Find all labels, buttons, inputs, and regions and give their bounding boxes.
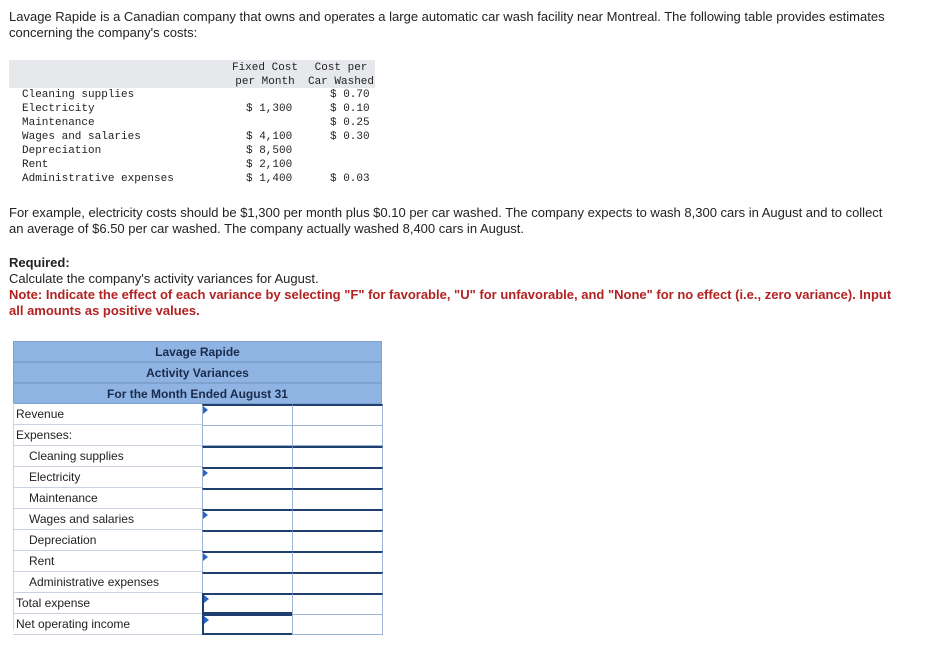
expenses-effect-cell (292, 425, 383, 446)
fixed-cost-value: $ 8,500 (246, 145, 293, 157)
required-heading: Required: (9, 255, 70, 270)
cost-estimates-table (9, 60, 375, 188)
wages-effect-select[interactable] (292, 509, 383, 532)
net-operating-income-effect-select[interactable] (292, 614, 383, 635)
header-fixed-cost: Fixed Cost per Month (231, 62, 298, 88)
dropdown-indicator-icon (203, 406, 208, 414)
variance-row-net-operating-income (13, 614, 383, 635)
cost-row (9, 88, 375, 102)
fixed-cost-value: $ 1,300 (246, 103, 293, 115)
required-text: Calculate the company's activity variances for August. (9, 271, 319, 286)
row-label: Depreciation (29, 533, 97, 547)
variance-row-cleaning-supplies (13, 446, 383, 467)
variable-cost-value: $ 0.10 (330, 103, 370, 115)
cost-label: Wages and salaries (22, 131, 141, 143)
cost-row (9, 130, 375, 144)
table-period: For the Month Ended August 31 (13, 383, 382, 404)
cost-row (9, 144, 375, 158)
rent-effect-select[interactable] (292, 551, 383, 574)
dropdown-indicator-icon (203, 553, 208, 561)
variance-row-wages-and-salaries (13, 509, 383, 530)
administrative-effect-select[interactable] (292, 572, 383, 595)
electricity-amount-input[interactable] (202, 467, 294, 490)
depreciation-amount-input[interactable] (202, 530, 294, 553)
fixed-cost-value: $ 2,100 (246, 159, 293, 171)
dropdown-indicator-icon (203, 469, 208, 477)
dropdown-indicator-icon (204, 595, 209, 603)
row-label: Maintenance (29, 491, 98, 505)
fixed-cost-value: $ 1,400 (246, 173, 293, 185)
rent-amount-input[interactable] (202, 551, 294, 574)
variable-cost-value: $ 0.30 (330, 131, 370, 143)
cleaning-supplies-amount-input[interactable] (202, 446, 294, 469)
wages-amount-input[interactable] (202, 509, 294, 532)
variance-row-rent (13, 551, 383, 572)
row-label: Total expense (16, 596, 91, 610)
cost-row (9, 102, 375, 116)
total-expense-effect-select[interactable] (292, 593, 383, 616)
cost-label: Cleaning supplies (22, 89, 135, 101)
intro-text: Lavage Rapide is a Canadian company that owns and operates a large automatic car wash facility near Montreal. The following table provides estimates concerning the company's costs: (9, 9, 885, 40)
administrative-amount-input[interactable] (202, 572, 294, 595)
cost-label: Depreciation (22, 145, 102, 157)
table-subtitle: Activity Variances (13, 362, 382, 383)
variance-row-electricity (13, 467, 383, 488)
depreciation-effect-select[interactable] (292, 530, 383, 553)
example-paragraph: For example, electricity costs should be $1,300 per month plus $0.10 per car washed. The company expects to wash 8,300 cars in August and to collect an average of $6.50 per car washed. The company actually washed 8,400 cars in August. (9, 205, 883, 236)
electricity-effect-select[interactable] (292, 467, 383, 490)
cost-row (9, 116, 375, 130)
row-label: Cleaning supplies (29, 449, 124, 463)
cost-label: Electricity (22, 103, 95, 115)
revenue-effect-select[interactable] (292, 404, 383, 427)
dropdown-indicator-icon (204, 616, 209, 624)
variable-cost-value: $ 0.03 (330, 173, 370, 185)
row-divider (13, 634, 202, 635)
total-expense-amount-input[interactable] (202, 593, 294, 614)
net-operating-income-amount-input[interactable] (202, 614, 294, 635)
cost-table-header (9, 60, 375, 88)
dropdown-indicator-icon (203, 511, 208, 519)
row-label: Revenue (16, 407, 65, 421)
required-section (9, 255, 909, 319)
variance-row-revenue (13, 404, 383, 425)
cleaning-supplies-effect-select[interactable] (292, 446, 383, 469)
cost-label: Rent (22, 159, 49, 171)
variable-cost-value: $ 0.70 (330, 89, 370, 101)
table-title: Lavage Rapide (13, 341, 382, 362)
row-label: Rent (29, 554, 55, 568)
required-note: Note: Indicate the effect of each variance by selecting "F" for favorable, "U" for unfavorable, and "None" for no effect (i.e., zero variance). Input all amounts as positive values. (9, 287, 892, 318)
cost-row (9, 172, 375, 186)
row-label: Electricity (29, 470, 81, 484)
variable-cost-value: $ 0.25 (330, 117, 370, 129)
maintenance-amount-input[interactable] (202, 488, 294, 511)
fixed-cost-value: $ 4,100 (246, 131, 293, 143)
cost-label: Maintenance (22, 117, 95, 129)
row-label: Expenses: (16, 428, 73, 442)
expenses-amount-cell (202, 425, 294, 446)
variance-row-depreciation (13, 530, 383, 551)
variance-row-total-expense (13, 593, 383, 614)
cost-row (9, 158, 375, 172)
variance-row-administrative-expenses (13, 572, 383, 593)
row-label: Wages and salaries (29, 512, 134, 526)
maintenance-effect-select[interactable] (292, 488, 383, 511)
cost-label: Administrative expenses (22, 173, 174, 185)
row-label: Net operating income (16, 617, 131, 631)
variance-row-expenses (13, 425, 383, 446)
row-label: Administrative expenses (29, 575, 160, 589)
header-cost-per-car: Cost per Car Washed (307, 62, 374, 88)
revenue-amount-input[interactable] (202, 404, 294, 427)
variance-row-maintenance (13, 488, 383, 509)
